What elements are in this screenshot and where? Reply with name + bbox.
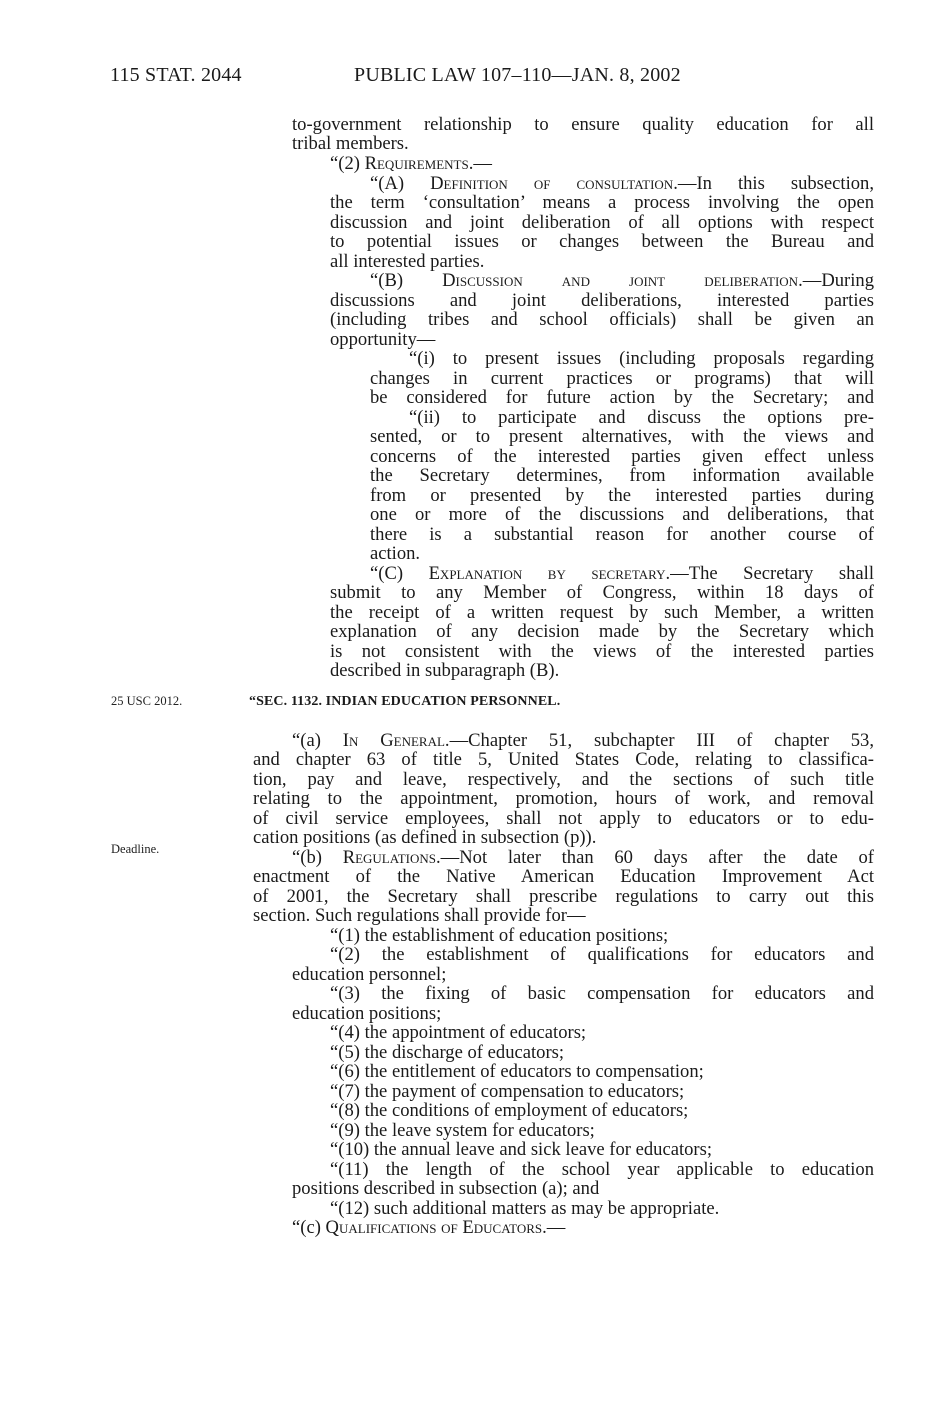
text-line: opportunity— (330, 329, 436, 350)
text-line: one or more of the discussions and deliberations, that (370, 504, 874, 525)
list-item: “(7) the payment of compensation to educators; (330, 1081, 685, 1102)
list-item: “(9) the leave system for educators; (330, 1120, 595, 1141)
list-item: “(3) the fixing of basic compensation for educators and (330, 983, 874, 1004)
text-line: is not consistent with the views of the interested parties (330, 641, 874, 662)
margin-note-deadline: Deadline. (111, 842, 160, 856)
paragraph-heading: “(c) Qualifications of Educators.— (292, 1217, 566, 1238)
list-item: “(2) the establishment of qualifications for educators and (330, 944, 874, 965)
text-line: and chapter 63 of title 5, United States Code, relating to classifica- (253, 749, 874, 770)
paragraph-heading: “(2) Requirements.— (330, 153, 492, 174)
paragraph-heading: “(A) Definition of consultation.—In this subsection, (370, 173, 875, 194)
list-item: “(11) the length of the school year applicable to education (330, 1159, 874, 1180)
list-item: “(12) such additional matters as may be appropriate. (330, 1198, 720, 1219)
text-line: to potential issues or changes between the Bureau and (330, 231, 874, 252)
text-line: discussions and joint deliberations, interested parties (330, 290, 874, 311)
text-line: sented, or to present alternatives, with the views and (370, 426, 874, 447)
text-line: be considered for future action by the Secretary; and (370, 387, 874, 408)
text-line: changes in current practices or programs) that will (370, 368, 874, 389)
text-line: the receipt of a written request by such Member, a written (330, 602, 874, 623)
section-heading: “SEC. 1132. INDIAN EDUCATION PERSONNEL. (249, 694, 561, 709)
text-line: tribal members. (292, 133, 409, 154)
text-line: there is a substantial reason for another course of (370, 524, 874, 545)
list-item: “(1) the establishment of education positions; (330, 925, 669, 946)
list-item: “(10) the annual leave and sick leave for educators; (330, 1139, 713, 1160)
text-line: of 2001, the Secretary shall prescribe regulations to carry out this (253, 886, 874, 907)
margin-note-usc: 25 USC 2012. (111, 694, 183, 708)
text-line: enactment of the Native American Education Improvement Act (253, 866, 874, 887)
paragraph-heading: “(C) Explanation by secretary.—The Secretary shall (370, 563, 875, 584)
text-line: positions described in subsection (a); and (292, 1178, 600, 1199)
law-title: PUBLIC LAW 107–110—JAN. 8, 2002 (354, 64, 681, 86)
text-line: concerns of the interested parties given effect unless (370, 446, 874, 467)
text-line: education personnel; (292, 964, 447, 985)
text-line: section. Such regulations shall provide for— (253, 905, 586, 926)
paragraph-heading: “(b) Regulations.—Not later than 60 days after the date of (292, 847, 874, 868)
text-line: to-government relationship to ensure quality education for all (292, 114, 874, 135)
text-line: (including tribes and school officials) shall be given an (330, 309, 874, 330)
text-line: tion, pay and leave, respectively, and the sections of such title (253, 769, 874, 790)
text-line: discussion and joint deliberation of all options with respect (330, 212, 874, 233)
text-line: from or presented by the interested parties during (370, 485, 874, 506)
list-item: “(8) the conditions of employment of educators; (330, 1100, 689, 1121)
page-reference: 115 STAT. 2044 (110, 64, 242, 86)
text-line: described in subparagraph (B). (330, 660, 560, 681)
text-line: “(i) to present issues (including proposals regarding (409, 348, 874, 369)
text-line: “(ii) to participate and discuss the options pre- (409, 407, 874, 428)
text-line: action. (370, 543, 421, 564)
list-item: “(5) the discharge of educators; (330, 1042, 565, 1063)
paragraph-heading: “(B) Discussion and joint deliberation.—During (370, 270, 874, 291)
list-item: “(6) the entitlement of educators to compensation; (330, 1061, 704, 1082)
text-line: relating to the appointment, promotion, hours of work, and removal (253, 788, 874, 809)
text-line: explanation of any decision made by the Secretary which (330, 621, 874, 642)
text-line: the Secretary determines, from information available (370, 465, 874, 486)
text-line: all interested parties. (330, 251, 485, 272)
list-item: “(4) the appointment of educators; (330, 1022, 587, 1043)
text-line: cation positions (as defined in subsection (p)). (253, 827, 597, 848)
text-line: of civil service employees, shall not apply to educators or to edu- (253, 808, 874, 829)
paragraph-heading: “(a) In General.—Chapter 51, subchapter III of chapter 53, (292, 730, 874, 751)
text-line: submit to any Member of Congress, within 18 days of (330, 582, 874, 603)
text-line: the term ‘consultation’ means a process involving the open (330, 192, 874, 213)
text-line: education positions; (292, 1003, 442, 1024)
